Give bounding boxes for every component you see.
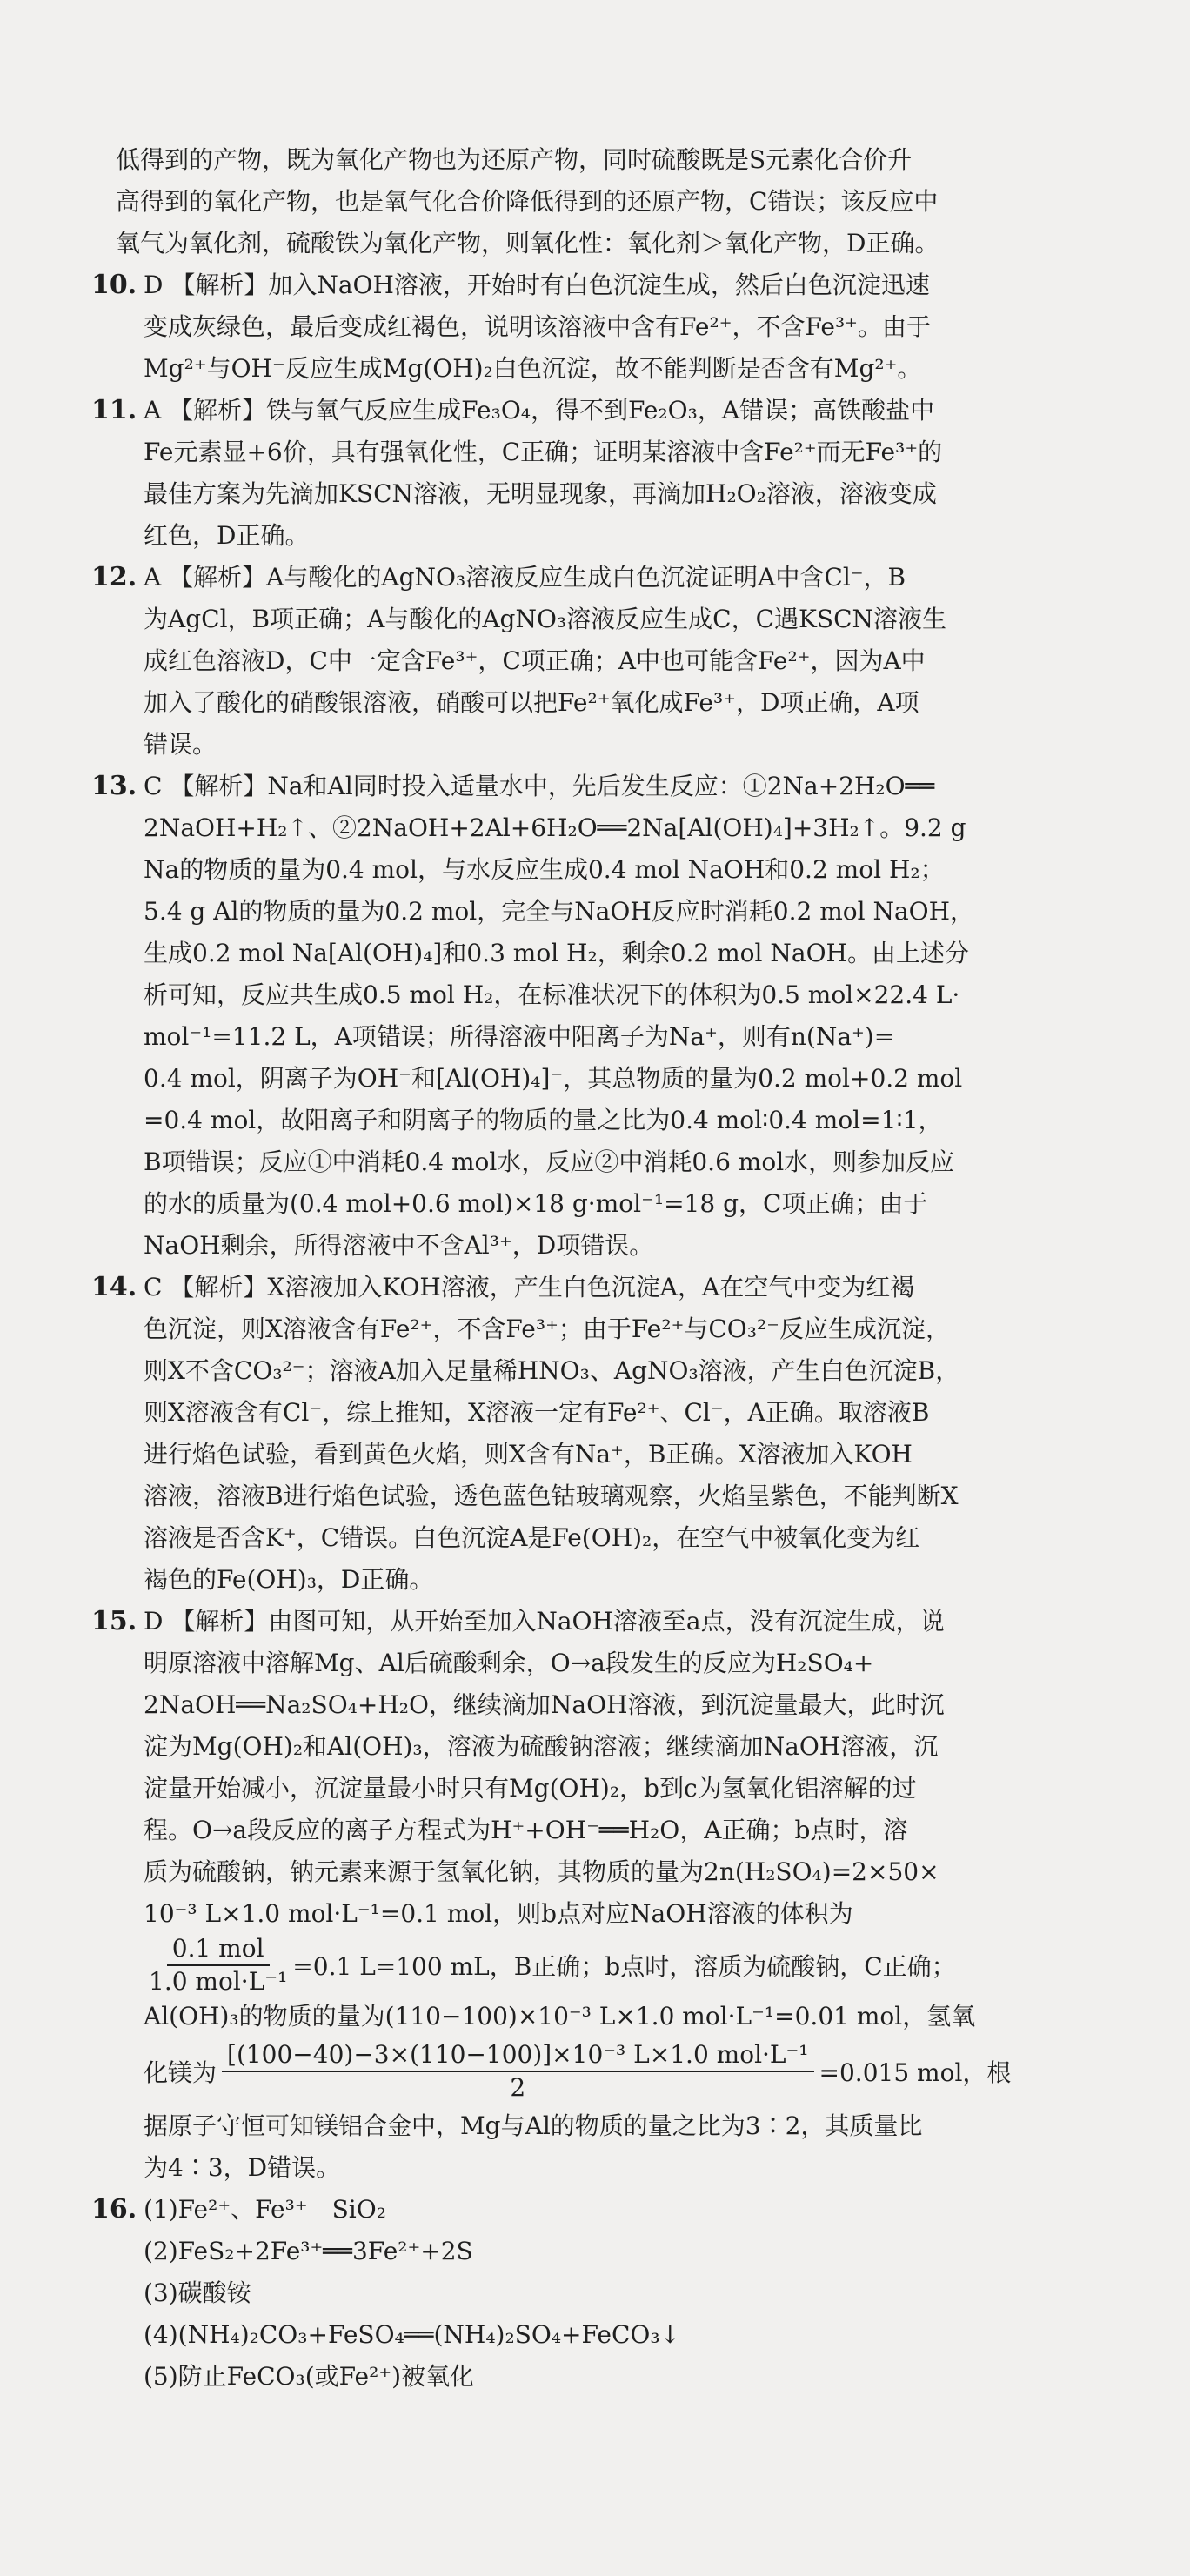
answer-line: D 【解析】由图可知，从开始至加入NaOH溶液至a点，没有沉淀生成，说	[144, 1607, 945, 1636]
answer-line: (1)Fe²⁺、Fe³⁺ SiO₂	[144, 2195, 386, 2224]
fraction-before-text: 化镁为	[144, 2058, 217, 2087]
answer-line: 据原子守恒可知镁铝合金中，Mg与Al的物质的量之比为3∶2，其质量比	[144, 2111, 923, 2140]
answer-line: 析可知，反应共生成0.5 mol H₂，在标准状况下的体积为0.5 mol×22.4 L·	[144, 980, 960, 1009]
answer-13	[91, 766, 1135, 1267]
answer-line: NaOH剩余，所得溶液中不含Al³⁺，D项错误。	[144, 1231, 654, 1260]
lead-line: 高得到的氧化产物，也是氧气化合价降低得到的还原产物，C错误；该反应中	[116, 187, 939, 216]
question-number: 16.	[91, 2194, 137, 2225]
answer-line: Mg²⁺与OH⁻反应生成Mg(OH)₂白色沉淀，故不能判断是否含有Mg²⁺。	[144, 354, 922, 383]
answer-line: D 【解析】加入NaOH溶液，开始时有白色沉淀生成，然后白色沉淀迅速	[144, 271, 930, 299]
answer-11	[91, 390, 1135, 557]
question-number: 10.	[91, 270, 137, 300]
answer-line: C 【解析】Na和Al同时投入适量水中，先后发生反应：①2Na+2H₂O══	[144, 772, 935, 800]
answer-16	[91, 2189, 1135, 2398]
answer-line: 为AgCl，B项正确；A与酸化的AgNO₃溶液反应生成C，C遇KSCN溶液生	[144, 605, 947, 633]
answer-line: C 【解析】X溶液加入KOH溶液，产生白色沉淀A，A在空气中变为红褐	[144, 1273, 915, 1301]
answer-line: 淀量开始减小，沉淀量最小时只有Mg(OH)₂，b到c为氢氧化铝溶解的过	[144, 1774, 917, 1803]
answer-line: 10⁻³ L×1.0 mol·L⁻¹=0.1 mol，则b点对应NaOH溶液的体积为	[144, 1899, 853, 1928]
fraction-line-mg	[91, 2037, 1135, 2105]
fraction-after-text: =0.1 L=100 mL，B正确；b点时，溶质为硫酸钠，C正确；	[292, 1952, 956, 1981]
question-number: 14.	[91, 1272, 137, 1302]
fraction-numerator: [(100−40)−3×(110−100)]×10⁻³ L×1.0 mol·L⁻¹	[222, 2039, 814, 2072]
answer-content	[91, 139, 1135, 2398]
answer-line: 最佳方案为先滴加KSCN溶液，无明显现象，再滴加H₂O₂溶液，溶液变成	[144, 479, 937, 508]
answer-line: 成红色溶液D，C中一定含Fe³⁺，C项正确；A中也可能含Fe²⁺，因为A中	[144, 646, 926, 675]
answer-10	[91, 264, 1135, 390]
answer-line: B项错误；反应①中消耗0.4 mol水，反应②中消耗0.6 mol水，则参加反应	[144, 1147, 955, 1176]
answer-line: Na的物质的量为0.4 mol，与水反应生成0.4 mol NaOH和0.2 mol H₂；	[144, 855, 945, 884]
answer-line: mol⁻¹=11.2 L，A项错误；所得溶液中阳离子为Na⁺，则有n(Na⁺)=	[144, 1022, 895, 1051]
question-number: 15.	[91, 1606, 137, 1636]
fraction-denominator: 1.0 mol·L⁻¹	[149, 1967, 288, 1996]
answer-line: 为4∶3，D错误。	[144, 2153, 341, 2182]
answer-line: 淀为Mg(OH)₂和Al(OH)₃，溶液为硫酸钠溶液；继续滴加NaOH溶液，沉	[144, 1732, 939, 1761]
answer-line: 5.4 g Al的物质的量为0.2 mol，完全与NaOH反应时消耗0.2 mol NaOH，	[144, 897, 975, 926]
answer-line: 溶液是否含K⁺，C错误。白色沉淀A是Fe(OH)₂，在空气中被氧化变为红	[144, 1523, 920, 1552]
answer-14	[91, 1267, 1135, 1601]
answer-line: 色沉淀，则X溶液含有Fe²⁺，不含Fe³⁺；由于Fe²⁺与CO₃²⁻反应生成沉淀，	[144, 1315, 950, 1343]
answer-line: A 【解析】A与酸化的AgNO₃溶液反应生成白色沉淀证明A中含Cl⁻，B	[144, 563, 906, 592]
fraction-volume	[149, 1933, 287, 1997]
answer-line: 生成0.2 mol Na[Al(OH)₄]和0.3 mol H₂，剩余0.2 mol NaOH。由上述分	[144, 939, 969, 967]
lead-line: 低得到的产物，既为氧化产物也为还原产物，同时硫酸既是S元素化合价升	[116, 145, 913, 174]
answer-line: 则X不含CO₃²⁻；溶液A加入足量稀HNO₃、AgNO₃溶液，产生白色沉淀B，	[144, 1356, 960, 1385]
answer-line: 错误。	[144, 730, 217, 759]
fraction-denominator: 2	[510, 2073, 526, 2102]
question-number: 12.	[91, 562, 137, 592]
answer-15	[91, 1601, 1135, 1935]
answer-line: 明原溶液中溶解Mg、Al后硫酸剩余，O→a段发生的反应为H₂SO₄+	[144, 1649, 874, 1677]
answer-line: A 【解析】铁与氧气反应生成Fe₃O₄，得不到Fe₂O₃，A错误；高铁酸盐中	[144, 396, 935, 425]
answer-line: Fe元素显+6价，具有强氧化性，C正确；证明某溶液中含Fe²⁺而无Fe³⁺的	[144, 438, 943, 466]
answer-line: (5)防止FeCO₃(或Fe²⁺)被氧化	[144, 2362, 475, 2391]
answer-line: (4)(NH₄)₂CO₃+FeSO₄══(NH₄)₂SO₄+FeCO₃↓	[144, 2320, 681, 2349]
answer-12	[91, 557, 1135, 766]
answer-line: 质为硫酸钠，钠元素来源于氢氧化钠，其物质的量为2n(H₂SO₄)=2×50×	[144, 1857, 939, 1886]
answer-line: 0.4 mol，阴离子为OH⁻和[Al(OH)₄]⁻，其总物质的量为0.2 mol+0.2 mol	[144, 1064, 963, 1093]
answer-line: 则X溶液含有Cl⁻，综上推知，X溶液一定有Fe²⁺、Cl⁻，A正确。取溶液B	[144, 1398, 930, 1427]
answer-line: 加入了酸化的硝酸银溶液，硝酸可以把Fe²⁺氧化成Fe³⁺，D项正确，A项	[144, 688, 919, 717]
lead-line: 氧气为氧化剂，硫酸铁为氧化产物，则氧化性：氧化剂＞氧化产物，D正确。	[116, 229, 939, 258]
fraction-mg	[222, 2039, 814, 2104]
answer-line: (2)FeS₂+2Fe³⁺══3Fe²⁺+2S	[144, 2237, 473, 2265]
answer-line: Al(OH)₃的物质的量为(110−100)×10⁻³ L×1.0 mol·L⁻¹=0.01 mol，氢氧	[144, 2002, 976, 2031]
fraction-numerator: 0.1 mol	[167, 1933, 270, 1966]
fraction-line-volume	[91, 1935, 1135, 1996]
answer-line: 溶液，溶液B进行焰色试验，透色蓝色钴玻璃观察，火焰呈紫色，不能判断X	[144, 1482, 959, 1510]
answer-line: 程。O→a段反应的离子方程式为H⁺+OH⁻══H₂O，A正确；b点时，溶	[144, 1816, 908, 1844]
question-number: 11.	[91, 395, 137, 425]
answer-line: (3)碳酸铵	[144, 2278, 251, 2307]
fraction-after-text: =0.015 mol，根	[819, 2058, 1012, 2087]
answer-line: 2NaOH+H₂↑、②2NaOH+2Al+6H₂O══2Na[Al(OH)₄]+3H₂↑。9.2 g	[144, 813, 966, 842]
answer-line: 红色，D正确。	[144, 521, 310, 550]
answer-line: 的水的质量为(0.4 mol+0.6 mol)×18 g·mol⁻¹=18 g，C项正确；由于	[144, 1189, 928, 1218]
answer-line: 变成灰绿色，最后变成红褐色，说明该溶液中含有Fe²⁺，不含Fe³⁺。由于	[144, 312, 931, 341]
answer-line: =0.4 mol，故阳离子和阴离子的物质的量之比为0.4 mol∶0.4 mol=1∶1，	[144, 1106, 943, 1134]
answer-line: 进行焰色试验，看到黄色火焰，则X含有Na⁺，B正确。X溶液加入KOH	[144, 1440, 913, 1469]
answer-line: 2NaOH══Na₂SO₄+H₂O，继续滴加NaOH溶液，到沉淀量最大，此时沉	[144, 1690, 945, 1719]
question-number: 13.	[91, 771, 137, 801]
answer-line: 褐色的Fe(OH)₃，D正确。	[144, 1565, 434, 1594]
